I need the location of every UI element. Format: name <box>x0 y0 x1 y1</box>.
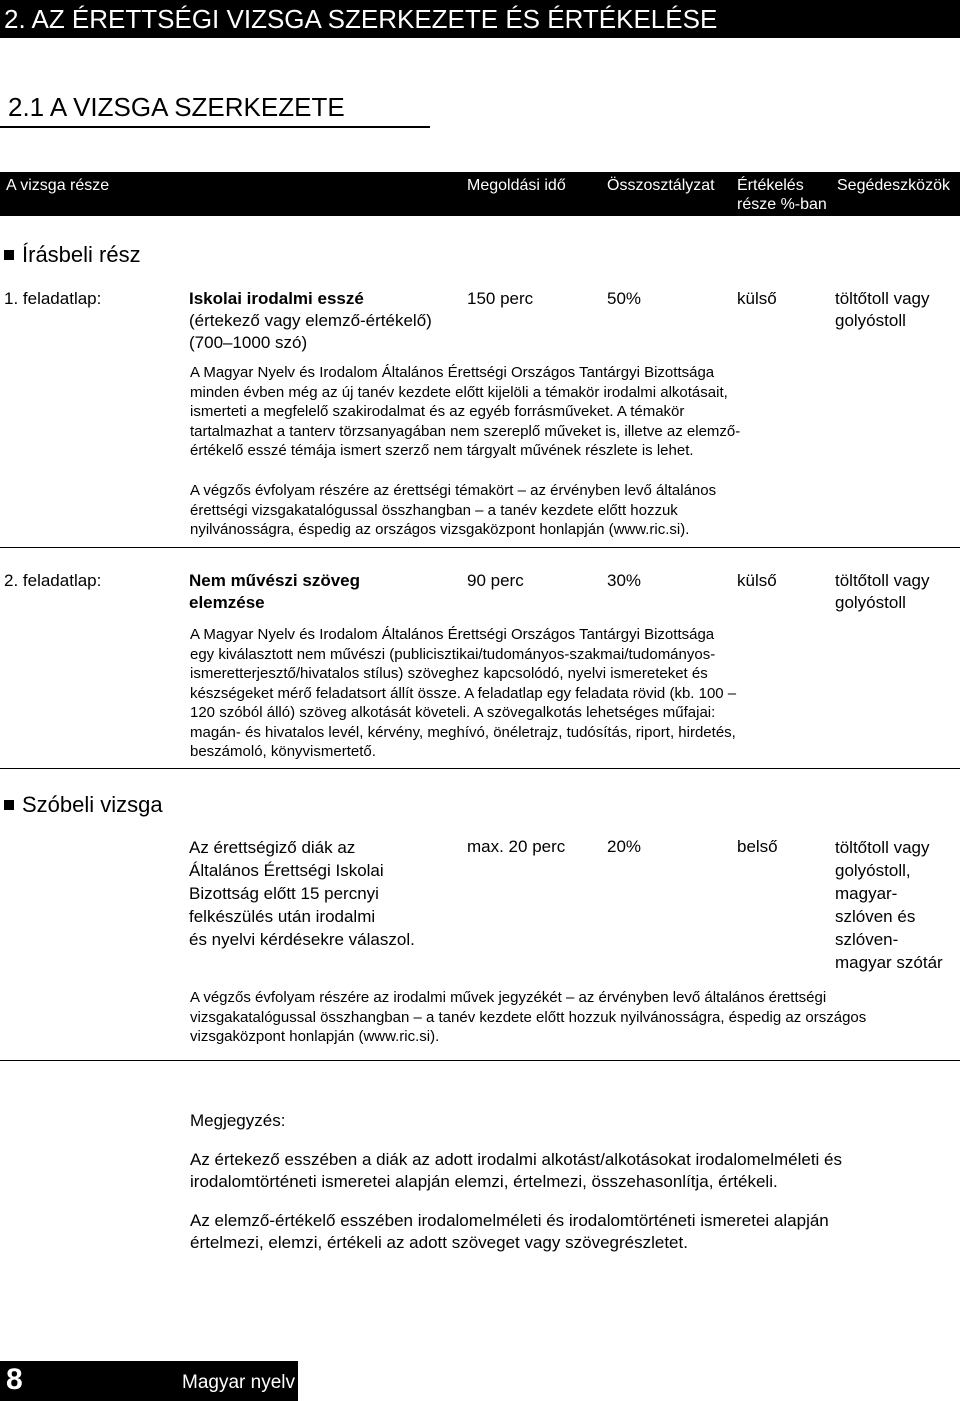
square-bullet-icon <box>4 800 14 810</box>
oral-part-label: Szóbeli vizsga <box>22 792 163 817</box>
task2-label: 2. feladatlap: <box>4 571 102 590</box>
oral-description: Az érettségiző diák az Általános Érettségi Iskolai Bizottság előtt 15 percnyi felkészülés után irodalmi és nyelvi kérdésekre válaszol. <box>189 838 415 949</box>
page-number: 8 <box>6 1363 23 1396</box>
remark-paragraph-1: Az értekező esszében a diák az adott irodalmi alkotást/alkotásokat irodalomelméleti és irodalomtörténeti ismeretei alapján elemzi, értelmezi, összehasonlítja, értékeli. <box>190 1150 843 1191</box>
task2-tools: töltőtoll vagy golyóstoll <box>835 571 930 612</box>
written-part-label: Írásbeli rész <box>22 242 141 267</box>
divider <box>0 1060 960 1061</box>
divider <box>0 547 960 548</box>
chapter-title: 2. AZ ÉRETTSÉGI VIZSGA SZERKEZETE ÉS ÉRTÉKELÉSE <box>4 4 718 34</box>
footer-subject: Magyar nyelv <box>182 1372 295 1393</box>
task1-publication-note: A végzős évfolyam részére az érettségi témakört – az érvényben levő általános érettségi vizsgakatalógussal összhangban – a tanév kezdete előtt hozzuk nyilvánosságra, éspedig az országos vizsgaközpont honlapján (www.ric.si). <box>190 482 717 538</box>
oral-time: max. 20 perc <box>467 837 566 856</box>
task1-label: 1. feladatlap: <box>4 289 102 308</box>
page-footer <box>0 1361 298 1401</box>
task2-time: 90 perc <box>467 571 524 590</box>
divider <box>0 768 960 769</box>
header-time: Megoldási idő <box>467 177 566 194</box>
oral-weight: 20% <box>607 837 642 856</box>
header-weight: Értékelés része %-ban <box>737 177 827 213</box>
task2-weight: 30% <box>607 571 642 590</box>
task1-description: A Magyar Nyelv és Irodalom Általános Érettségi Országos Tantárgyi Bizottsága minden évben még az új tanév kezdete előtt kijelöli a témakör irodalmi alkotásait, ismerteti a megfelelő szakirodalmat és az egyéb forrásműveket. A témakör tartalmazhat a tanterv törzsanyagában nem szereplő műveket is, illetve az elemző- értékelő esszé témája ismert szerző nem tárgyalt művének részlete is lehet. <box>190 364 741 459</box>
task2-title: Nem művészi szöveg elemzése <box>189 571 361 612</box>
chapter-title-bar <box>0 0 960 38</box>
square-bullet-icon <box>4 250 14 260</box>
oral-part-heading <box>4 792 163 818</box>
task1-tools: töltőtoll vagy golyóstoll <box>835 289 930 330</box>
task1-title-main: Iskolai irodalmi esszé <box>189 289 364 308</box>
task1-board: külső <box>737 289 777 308</box>
written-part-heading <box>4 242 141 268</box>
remark-paragraph-2: Az elemző-értékelő esszében irodalomelméleti és irodalomtörténeti ismeretei alapján értelmezi, elemzi, értékeli az adott szöveget vagy szövegrészletet. <box>190 1211 829 1252</box>
header-exam-part: A vizsga része <box>6 177 110 194</box>
table-header <box>0 172 960 216</box>
task2-description: A Magyar Nyelv és Irodalom Általános Érettségi Országos Tantárgyi Bizottsága egy kiválasztott nem művészi (publicisztikai/tudományos-szakmai/tudományos- ismeretterjesztő/hivatalos stílus) szöveghez kapcsolódó, nyelvi ismereteket és készségeket mérő feladatsort állít össze. A feladatlap egy feladata rövid (kb. 100 – 120 szóból álló) szöveg alkotását követeli. A szövegalkotás lehetséges műfajai: magán- és hivatalos levél, kérvény, meghívó, önéletrajz, tudósítás, riport, hirdetés, beszámoló, könyvismertető. <box>190 626 737 760</box>
task1-weight: 50% <box>607 289 642 308</box>
section-title-underline <box>0 126 430 128</box>
oral-publication-note: A végzős évfolyam részére az irodalmi művek jegyzékét – az érvényben levő általános érettségi vizsgakatalógussal összhangban – a tanév kezdete előtt hozzuk nyilvánosságra, éspedig az országos vizsgaközpont honlapján (www.ric.si). <box>190 989 867 1045</box>
oral-board: belső <box>737 837 778 856</box>
section-title: 2.1 A VIZSGA SZERKEZETE <box>8 92 345 122</box>
task1-title <box>189 288 432 354</box>
oral-tools: töltőtoll vagy golyóstoll, magyar- szlóven és szlóven- magyar szótár <box>835 838 943 972</box>
header-board: Összosztályzat <box>607 177 715 194</box>
remark-title: Megjegyzés: <box>190 1111 286 1130</box>
task2-board: külső <box>737 571 777 590</box>
task1-time: 150 perc <box>467 289 534 308</box>
header-tools: Segédeszközök <box>837 177 950 194</box>
task1-title-sub: (értekező vagy elemző-értékelő) (700–1000 szó) <box>189 311 432 352</box>
